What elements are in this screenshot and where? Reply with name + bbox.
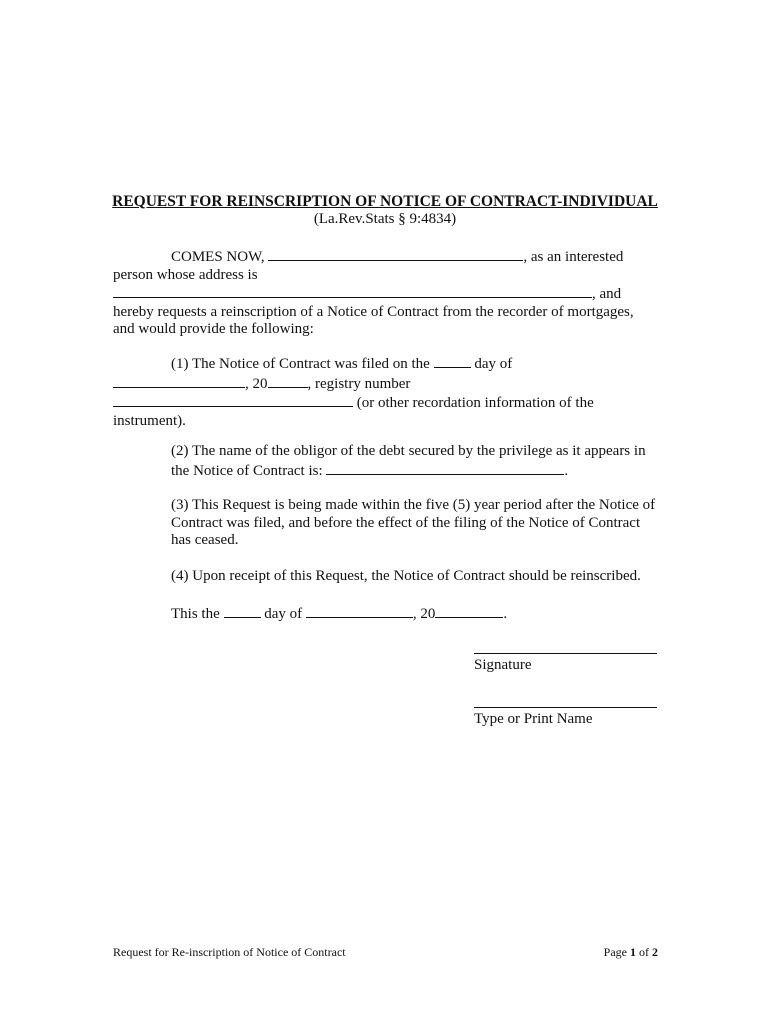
name-blank[interactable] <box>268 247 523 261</box>
print-name-line[interactable] <box>474 707 657 708</box>
paragraph-item-2 <box>113 443 658 480</box>
document-title: REQUEST FOR REINSCRIPTION OF NOTICE OF CONTRACT-INDIVIDUAL <box>112 193 658 210</box>
comes-now-text: COMES NOW, <box>171 249 265 265</box>
date-month-blank[interactable] <box>306 604 413 618</box>
hereby-text: hereby requests a reinscription of a Notice of Contract from the recorder of mortgages, and would provide the following: <box>113 303 634 338</box>
address-blank[interactable] <box>113 284 592 298</box>
print-name-label: Type or Print Name <box>474 711 593 727</box>
obligor-name-blank[interactable] <box>326 461 564 475</box>
footer-document-name: Request for Re-inscription of Notice of Contract <box>113 945 346 959</box>
and-text: , and <box>592 286 622 303</box>
footer-page-number <box>604 945 658 960</box>
this-end-text: . <box>503 606 508 622</box>
paragraph-item-4 <box>113 568 658 586</box>
item1-dayof-text: day of <box>474 356 513 372</box>
item2-text: (2) The name of the obligor of the debt secured by the privilege as it appears in the Notice of Contract is: <box>171 443 646 479</box>
item1-text: (1) The Notice of Contract was filed on the <box>171 356 430 372</box>
this-dayof-text: day of <box>264 606 303 622</box>
page-of: of <box>639 945 649 959</box>
date-year-blank[interactable] <box>435 604 503 618</box>
interested-text: , as an interested <box>523 249 624 265</box>
page-total: 2 <box>652 945 658 959</box>
document-subtitle: (La.Rev.Stats § 9:4834) <box>313 211 457 227</box>
filed-month-blank[interactable] <box>113 374 245 388</box>
paragraph-comes-now <box>113 247 658 339</box>
date-day-blank[interactable] <box>224 604 261 618</box>
registry-number-blank[interactable] <box>113 393 353 407</box>
address-label: person whose address is <box>113 266 258 283</box>
paragraph-item-1 <box>113 354 658 430</box>
item3-text: (3) This Request is being made within the five (5) year period after the Notice of Contract was filed, and before the effect of the filing of the Notice of Contract has ceased. <box>171 497 656 549</box>
signature-line[interactable] <box>474 653 657 654</box>
signature-label: Signature <box>474 657 532 673</box>
page-current: 1 <box>630 945 636 959</box>
this-twenty-text: , 20 <box>412 606 436 622</box>
this-the-text: This the <box>171 606 220 622</box>
item1-other-text: (or other recordation information of the instrument). <box>113 395 594 429</box>
item1-twenty-text: , 20 <box>245 375 268 392</box>
paragraph-item-3 <box>113 497 658 550</box>
item4-text: (4) Upon receipt of this Request, the Notice of Contract should be reinscribed. <box>171 568 641 584</box>
item1-registry-text: , registry number <box>307 375 411 392</box>
filed-year-blank[interactable] <box>268 374 308 388</box>
filed-day-blank[interactable] <box>434 354 471 368</box>
paragraph-date <box>113 604 658 624</box>
page-word: Page <box>603 945 627 959</box>
item2-end-text: . <box>564 462 569 479</box>
